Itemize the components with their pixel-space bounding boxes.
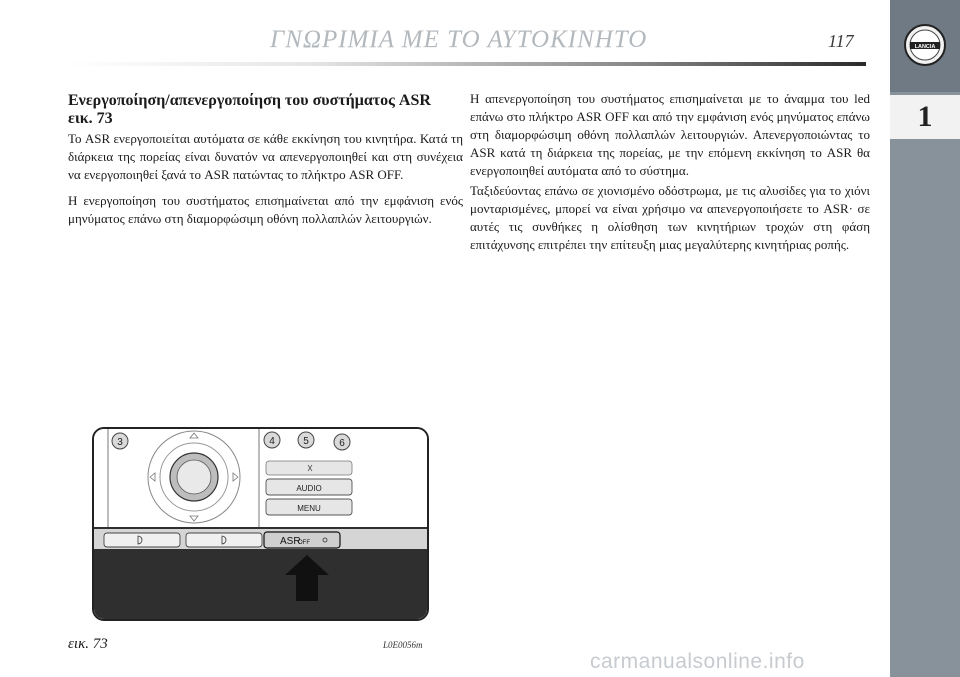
figure-caption: εικ. 73 bbox=[68, 636, 108, 652]
left-paragraph-1: Το ASR ενεργοποιείται αυτόματα σε κάθε εκκίνηση του κινητήρα. Κατά τη διάρκεια της πορείας είναι δυνατόν να απενεργοποιηθεί και στη συνέχεια να ενεργοποιηθεί ξανά το ASR πατώντας το πλήκτρο ASR OFF. bbox=[68, 131, 463, 182]
section-heading bbox=[68, 92, 458, 128]
audio-label: AUDIO bbox=[296, 484, 322, 493]
rear-fog-button[interactable] bbox=[186, 533, 262, 547]
logo-text: LANCIA bbox=[914, 44, 936, 50]
chapter-number: 1 bbox=[890, 95, 960, 139]
mute-button[interactable] bbox=[266, 461, 352, 475]
watermark: carmanualsonline.info bbox=[590, 650, 805, 673]
running-header-title: ΓΝΩΡΙΜΙΑ ΜΕ ΤΟ ΑΥΤΟΚΙΝΗΤΟ bbox=[270, 26, 648, 53]
lancia-logo-icon bbox=[902, 22, 948, 68]
preset-6-label: 6 bbox=[339, 438, 345, 449]
dashboard-illustration bbox=[94, 429, 427, 619]
chapter-side-tab bbox=[890, 0, 960, 677]
figure-code: L0E0056m bbox=[383, 640, 423, 650]
knob-center bbox=[177, 460, 211, 494]
figure-asr-button bbox=[92, 427, 429, 621]
logo-area bbox=[890, 0, 960, 92]
left-paragraph-2: Η ενεργοποίηση του συστήματος επισημαίνεται από την εμφάνιση ενός μηνύματος επάνω στη διαμορφώσιμη οθόνη πολλαπλών λειτουργιών. bbox=[68, 193, 463, 226]
preset-3-label: 3 bbox=[117, 437, 123, 448]
asr-label: ASR bbox=[280, 536, 301, 547]
preset-4-label: 4 bbox=[269, 436, 275, 447]
header-rule bbox=[68, 62, 866, 66]
heading-line-1: Ενεργοποίηση/απενεργοποίηση του συστήματος ASR bbox=[68, 92, 431, 109]
preset-5-label: 5 bbox=[303, 436, 309, 447]
menu-label: MENU bbox=[297, 504, 321, 513]
right-paragraph-2: Ταξιδεύοντας επάνω σε χιονισμένο οδόστρωμα, με τις αλυσίδες για το χιόνι μονταρισμένες, μπορεί να είναι χρήσιμο να απενεργοποιήσετε το ASR· σε αυτές τις συνθήκες η ολίσθηση των κινητήριων τροχών στη φάση επιτάχυνσης επιτρέπει την επίτευξη μιας μεγαλύτερης κινητήριας ροπής. bbox=[470, 183, 870, 252]
page-number: 117 bbox=[828, 31, 854, 51]
heading-line-2: εικ. 73 bbox=[68, 110, 113, 127]
right-paragraph-1: Η απενεργοποίηση του συστήματος επισημαίνεται με το άναμμα του led επάνω στο πλήκτρο ASR OFF και από την εμφάνιση ενός μηνύματος επάνω στη διαμορφώσιμη οθόνη πολλαπλών λειτουργιών. Απενεργοποιώντας το ASR κατά τη διάρκεια της πορείας, με την επόμενη εκκίνηση το ASR θα ενεργοποιηθεί αυτόματα από το σύστημα. bbox=[470, 91, 870, 178]
asr-off-label: OFF bbox=[298, 540, 310, 546]
